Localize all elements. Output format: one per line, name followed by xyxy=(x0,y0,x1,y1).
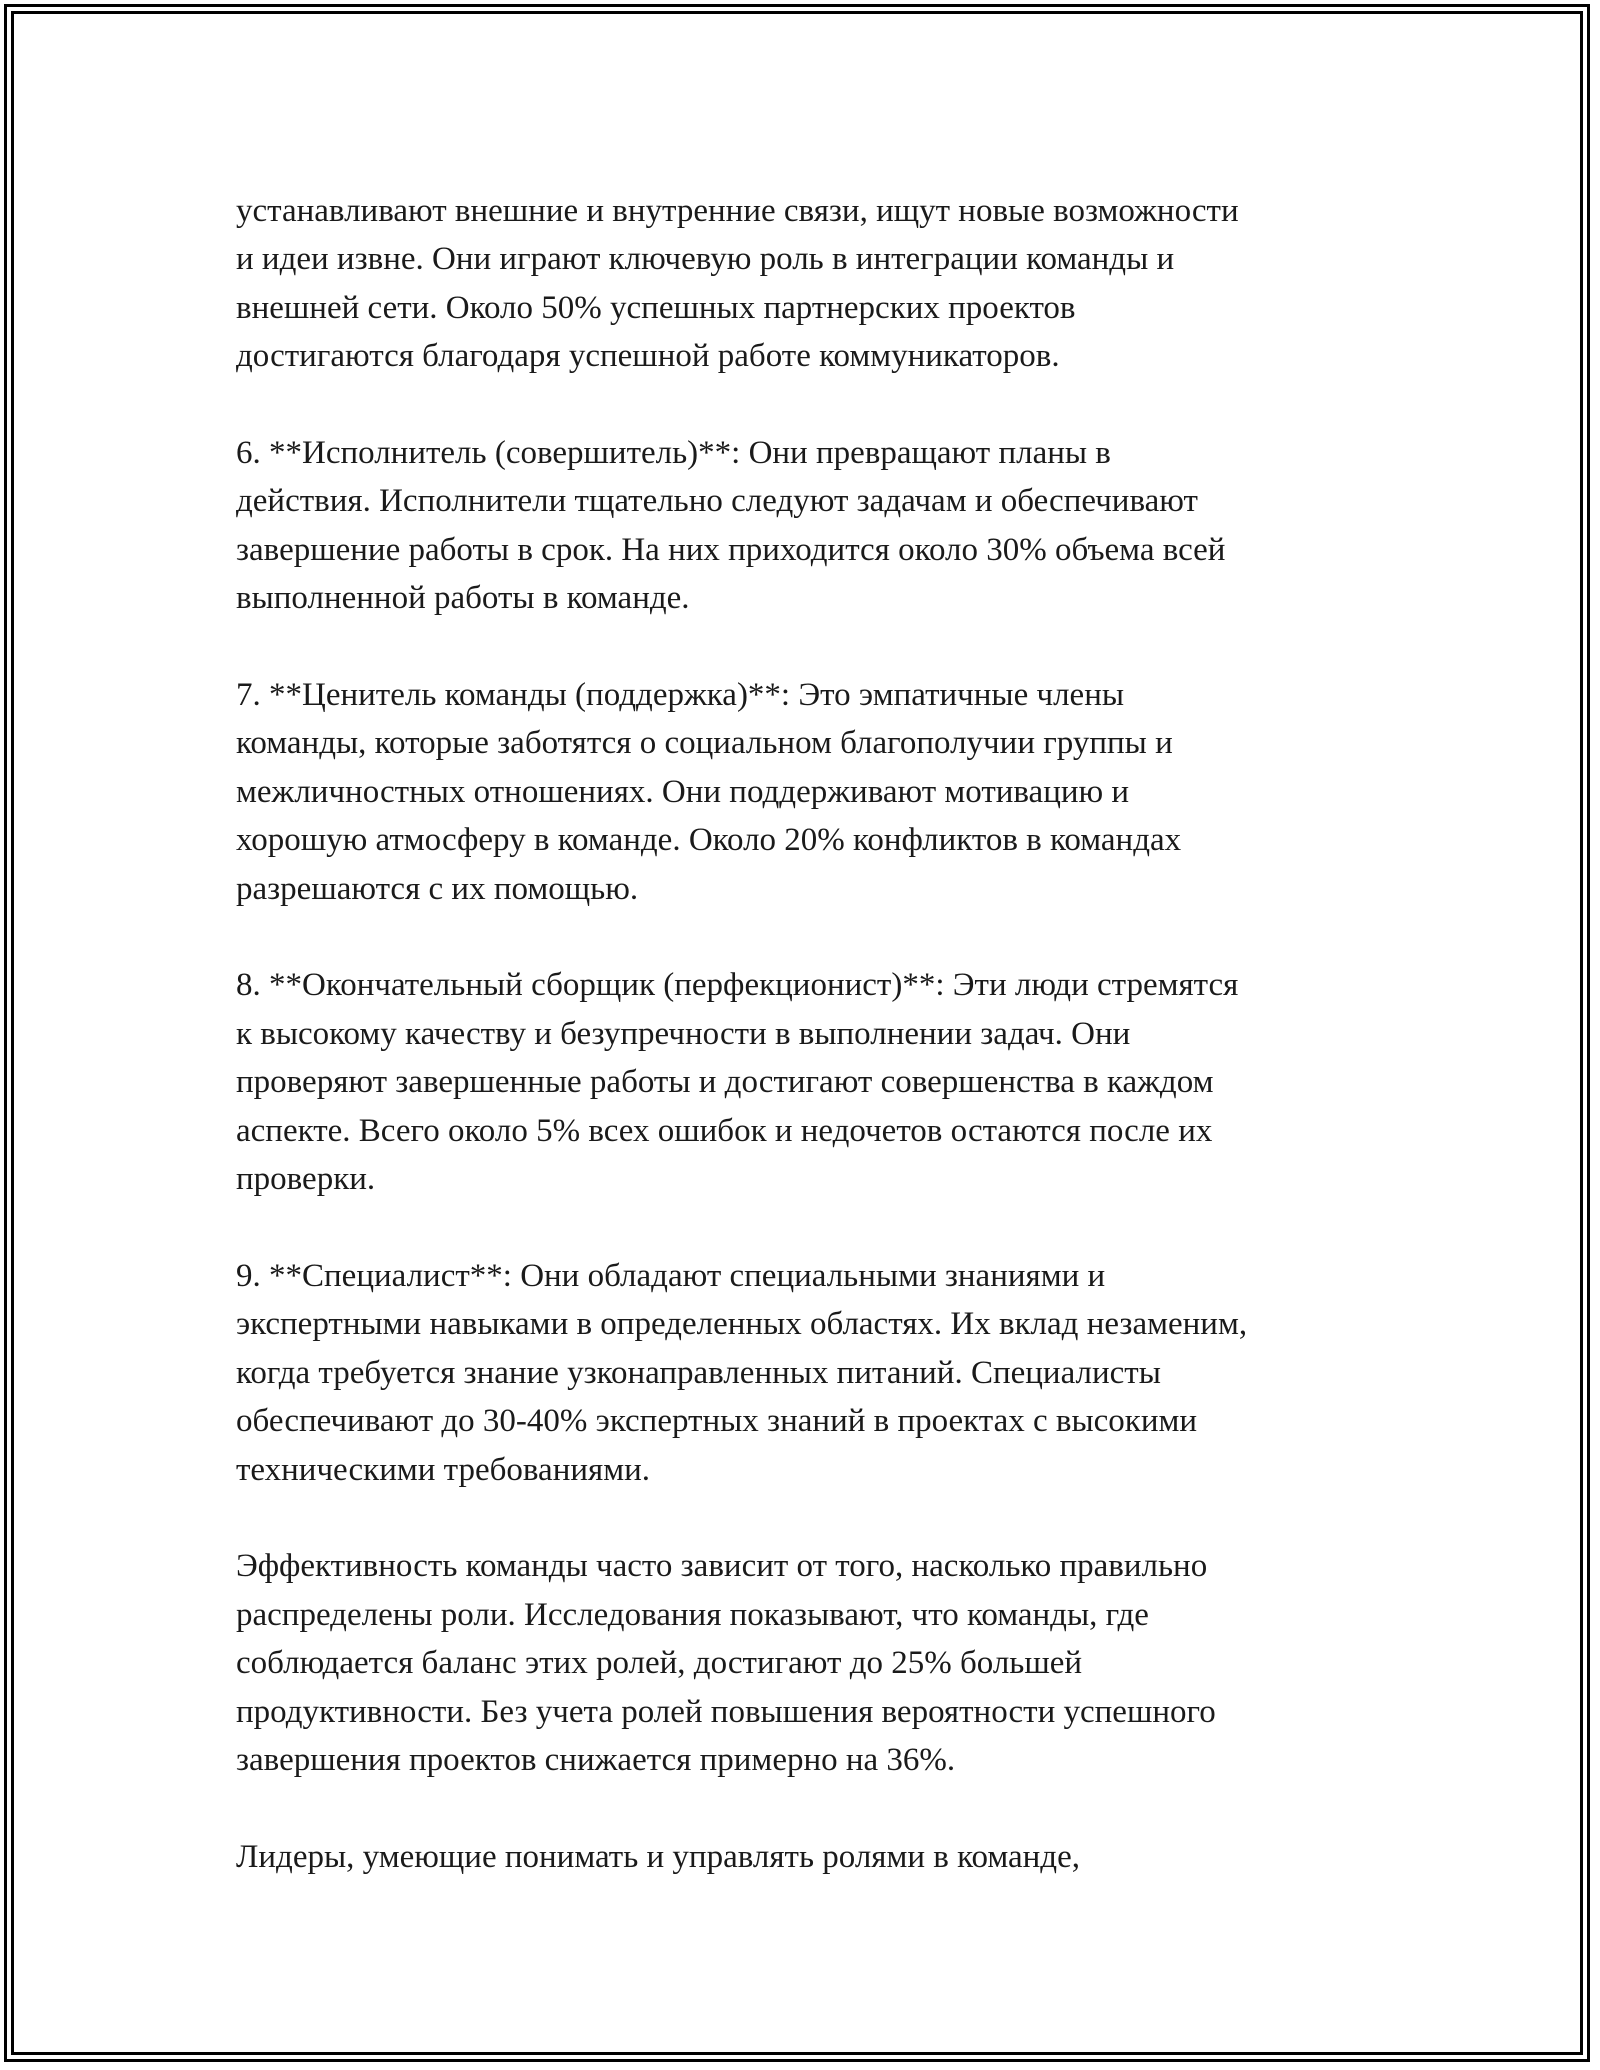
paragraph-specialist xyxy=(236,1252,1366,1494)
text-line: когда требуется знание узконаправленных питаний. Специалисты xyxy=(236,1354,1161,1391)
text-line: выполненной работы в команде. xyxy=(236,580,690,617)
text-line: Лидеры, умеющие понимать и управлять ролями в команде, xyxy=(236,1838,1080,1875)
text-line: аспекте. Всего около 5% всех ошибок и недочетов остаются после их xyxy=(236,1112,1213,1149)
text-line: внешней сети. Около 50% успешных партнерских проектов xyxy=(236,289,1076,326)
text-line: завершения проектов снижается примерно на 36%. xyxy=(236,1741,956,1778)
text-line: 8. **Окончательный сборщик (перфекционист)**: Эти люди стремятся xyxy=(236,967,1239,1004)
text-line: устанавливают внешние и внутренние связи, ищут новые возможности xyxy=(236,193,1239,229)
text-line: действия. Исполнители тщательно следуют задачам и обеспечивают xyxy=(236,483,1198,520)
paragraph-teamworker xyxy=(236,671,1366,913)
text-line: 6. **Исполнитель (совершитель)**: Они превращают планы в xyxy=(236,435,1111,472)
text-line: соблюдается баланс этих ролей, достигают до 25% большей xyxy=(236,1645,1083,1682)
document-body xyxy=(236,187,1366,1881)
text-line: межличностных отношениях. Они поддерживают мотивацию и xyxy=(236,773,1130,810)
text-line: распределены роли. Исследования показывают, что команды, где xyxy=(236,1596,1149,1633)
text-line: продуктивности. Без учета ролей повышения вероятности успешного xyxy=(236,1693,1216,1730)
text-line: хорошую атмосферу в команде. Около 20% конфликтов в командах xyxy=(236,822,1182,859)
text-line: и идеи извне. Они играют ключевую роль в интеграции команды и xyxy=(236,241,1175,278)
paragraph-communicator-continued xyxy=(236,187,1366,381)
text-line: достигаются благодаря успешной работе коммуникаторов. xyxy=(236,338,1060,375)
paragraph-team-effectiveness xyxy=(236,1542,1366,1784)
text-line: 7. **Ценитель команды (поддержка)**: Это эмпатичные члены xyxy=(236,677,1125,714)
text-line: проверяют завершенные работы и достигают совершенства в каждом xyxy=(236,1064,1214,1101)
text-line: проверки. xyxy=(236,1161,376,1198)
paragraph-completer-finisher xyxy=(236,961,1366,1203)
text-line: к высокому качеству и безупречности в выполнении задач. Они xyxy=(236,1015,1131,1052)
paragraph-implementer xyxy=(236,429,1366,623)
text-line: Эффективность команды часто зависит от того, насколько правильно xyxy=(236,1548,1208,1585)
text-line: 9. **Специалист**: Они обладают специальными знаниями и xyxy=(236,1257,1106,1294)
paragraph-leaders xyxy=(236,1833,1366,1881)
text-line: разрешаются с их помощью. xyxy=(236,870,639,907)
text-line: завершение работы в срок. На них приходится около 30% объема всей xyxy=(236,531,1226,568)
text-line: команды, которые заботятся о социальном благополучии группы и xyxy=(236,725,1173,762)
text-line: экспертными навыками в определенных областях. Их вклад незаменим, xyxy=(236,1306,1248,1343)
text-line: обеспечивают до 30-40% экспертных знаний в проектах с высокими xyxy=(236,1403,1198,1440)
text-line: техническими требованиями. xyxy=(236,1451,650,1488)
